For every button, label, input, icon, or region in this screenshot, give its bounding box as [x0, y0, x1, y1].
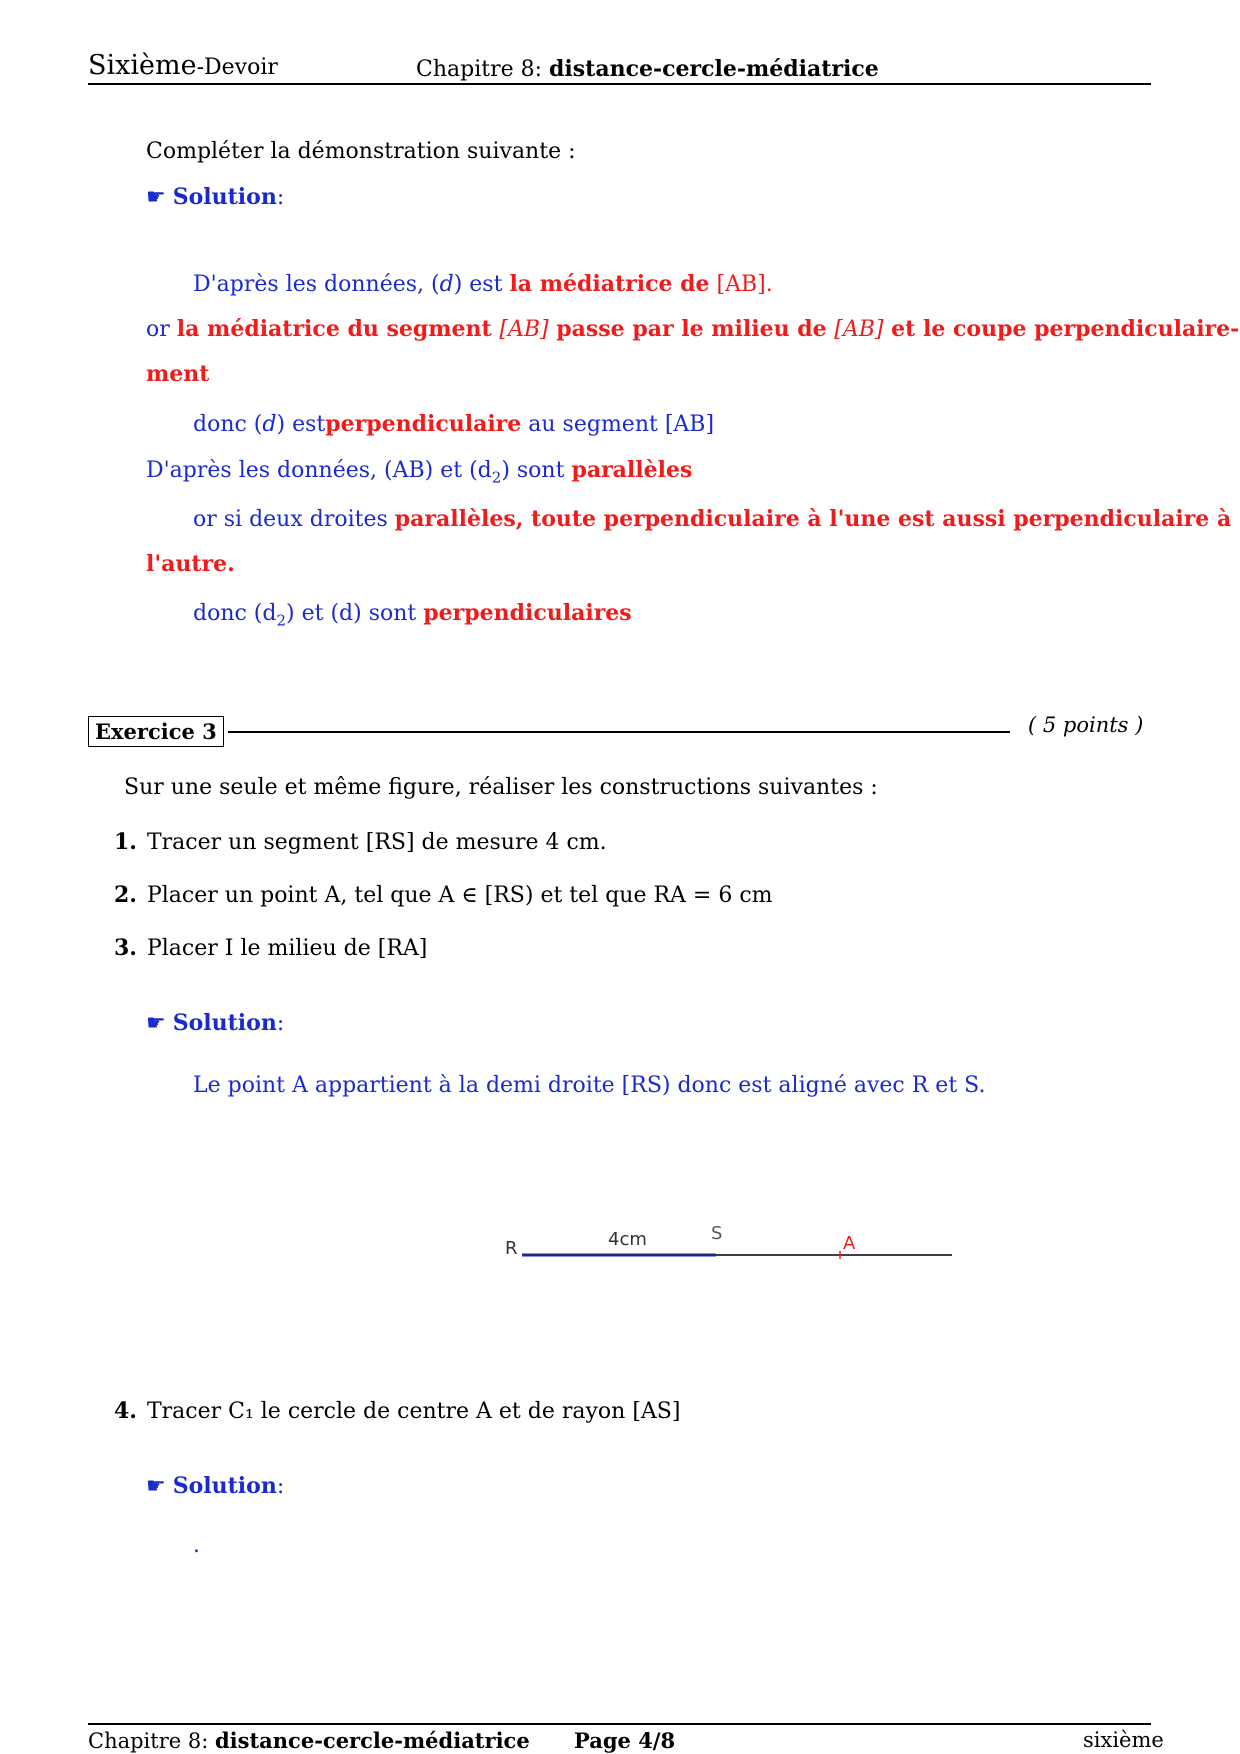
solution-placeholder-dot: .: [193, 1533, 200, 1558]
header-level: Sixième: [88, 50, 197, 81]
header-chapter-prefix: Chapitre 8:: [416, 57, 543, 82]
demo-line-5: D'après les données, (AB) et $(d_2)$ sont parallèles: [146, 457, 693, 487]
header-left: [88, 50, 278, 81]
solution-heading-3: ☛ Solution:: [146, 1473, 285, 1499]
footer-page: Page 4/8: [574, 1728, 676, 1753]
pointing-hand-icon: ☛: [146, 1011, 166, 1036]
solution-label-1: Solution: [172, 184, 277, 210]
exercise-3-rule: [228, 731, 1010, 733]
footer-chapter: Chapitre 8: distance-cercle-médiatrice: [88, 1728, 530, 1753]
solution-heading-2: ☛ Solution:: [146, 1010, 285, 1036]
exercise-item-4: 4. Tracer C₁ le cercle de centre A et de rayon [AS]: [114, 1398, 681, 1424]
solution-label-3: Solution: [172, 1473, 277, 1499]
pointing-hand-icon: ☛: [146, 185, 166, 210]
footer-right: sixième: [1083, 1728, 1164, 1752]
exercise-item-2: 2. Placer un point A, tel que A ∈ [RS) et tel que RA = 6 cm: [114, 882, 773, 908]
header-rule: [88, 83, 1151, 85]
solution-label-2: Solution: [172, 1010, 277, 1036]
figure-label-A: A: [843, 1233, 856, 1254]
header-type: -Devoir: [196, 55, 278, 80]
exercise-3-label: Exercice 3: [88, 716, 224, 747]
demo-line-8: donc $(d_2)$ et (d) sont perpendiculaires: [193, 600, 632, 630]
solution-text-2: Le point A appartient à la demi droite [RS) donc est aligné avec R et S.: [193, 1073, 986, 1098]
segment-figure: [490, 1215, 990, 1295]
exercise-item-1: 1. Tracer un segment [RS] de mesure 4 cm.: [114, 829, 607, 855]
demo-line-1: D'après les données, (d) est la médiatrice de [AB].: [193, 271, 773, 297]
solution-heading-1: ☛ Solution:: [146, 184, 285, 210]
exercise-3-points: ( 5 points ): [1028, 713, 1144, 737]
exercise-3-intro: Sur une seule et même figure, réaliser les constructions suivantes :: [124, 775, 878, 800]
header-chapter-title: distance-cercle-médiatrice: [549, 56, 879, 82]
figure-label-R: R: [505, 1238, 518, 1259]
demo-line-4: donc (d) estperpendiculaire au segment [AB]: [193, 411, 715, 437]
header-chapter: [416, 56, 879, 82]
figure-label-S: S: [711, 1223, 723, 1244]
pointing-hand-icon: ☛: [146, 1474, 166, 1499]
exercise-item-3: 3. Placer I le milieu de [RA]: [114, 935, 428, 961]
part1-intro: Compléter la démonstration suivante :: [146, 139, 576, 164]
demo-line-7: l'autre.: [146, 551, 235, 577]
demo-line-3: ment: [146, 361, 210, 387]
demo-line-6: or si deux droites parallèles, toute perpendiculaire à l'une est aussi perpendiculaire à: [193, 506, 1232, 532]
figure-label-length: 4cm: [608, 1229, 647, 1250]
demo-line-2: or la médiatrice du segment [AB] passe par le milieu de [AB] et le coupe perpendiculaire-: [146, 316, 1240, 342]
footer-rule: [88, 1723, 1151, 1725]
